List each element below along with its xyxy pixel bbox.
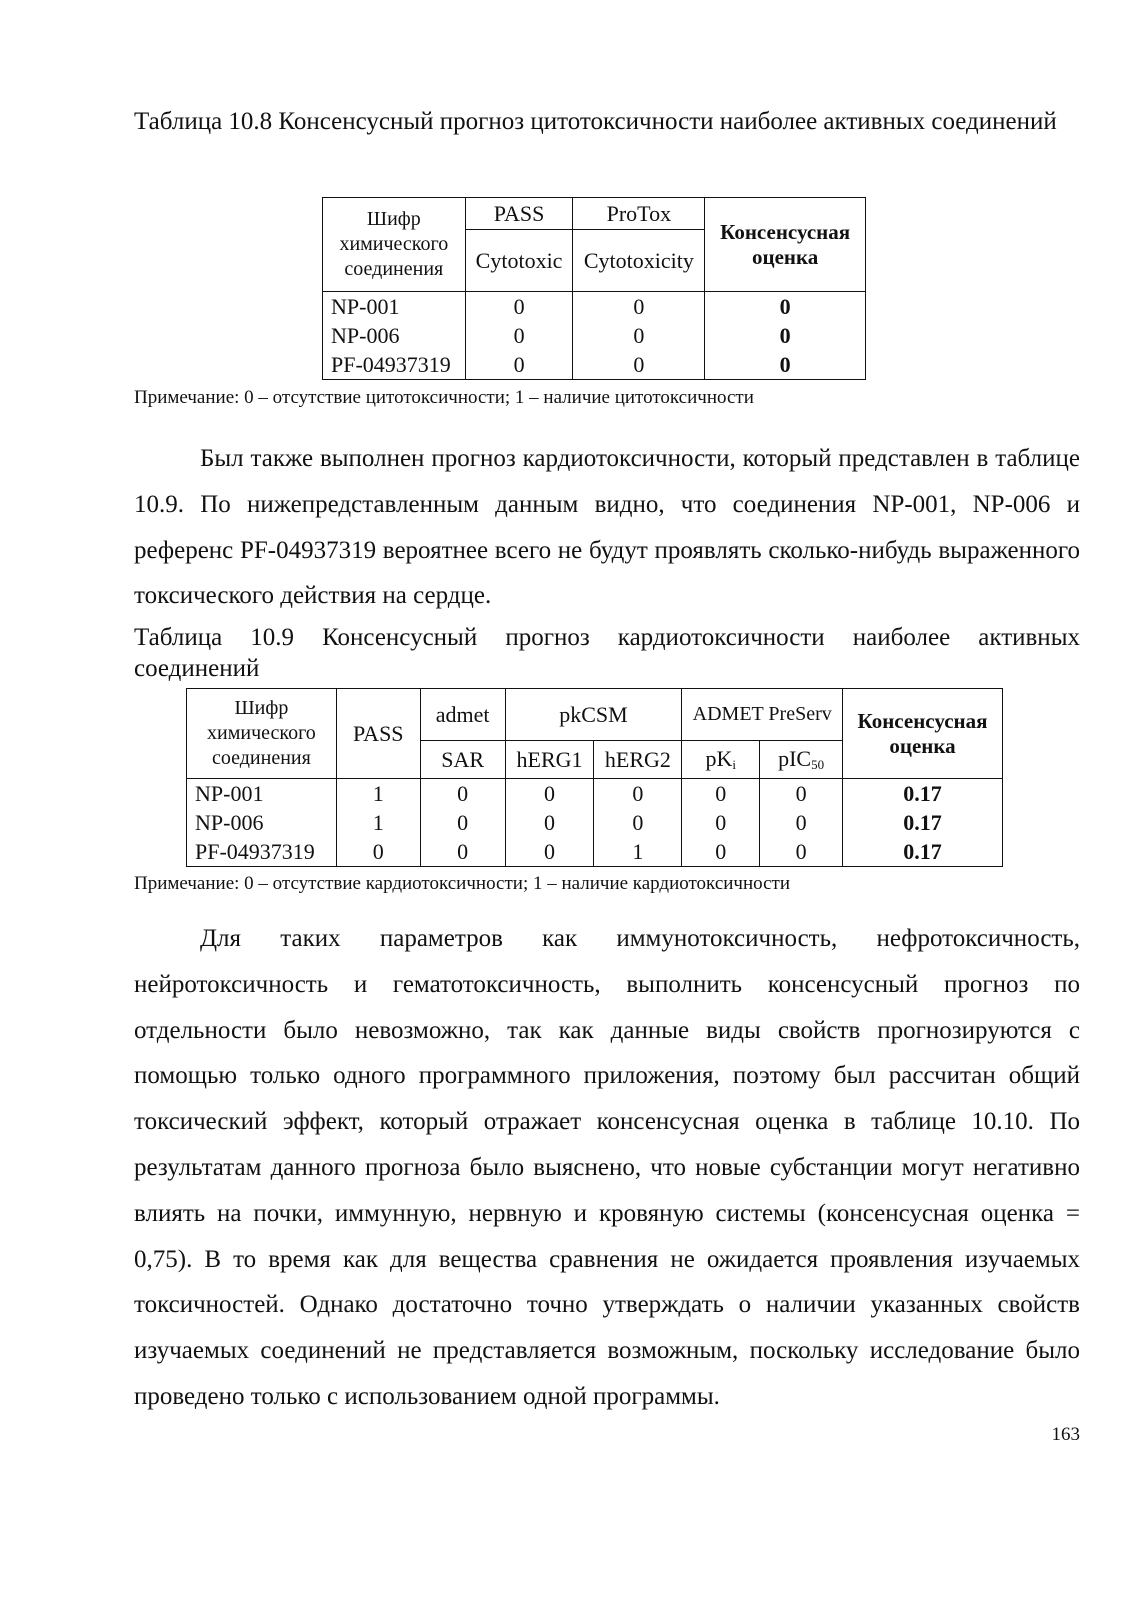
header-pass: PASS — [336, 689, 420, 779]
sar-value: 0 — [420, 808, 505, 837]
pki-value: 0 — [682, 808, 760, 837]
compound-name: PF-04937319 — [187, 837, 337, 867]
table-row — [323, 292, 866, 322]
pic50-value: 0 — [760, 808, 843, 837]
cytotoxicity-table — [322, 197, 866, 380]
consensus-value: 0 — [705, 350, 866, 380]
header-herg2: hERG2 — [594, 741, 682, 779]
herg1-value: 0 — [505, 808, 594, 837]
table-caption-10-9: Таблица 10.9 Консенсусный прогноз кардиотоксичности наиболее активных соединений — [134, 624, 1080, 682]
header-consensus: Консенсусная оценка — [843, 689, 1003, 779]
header-pki: $pK_i$ — [682, 741, 760, 779]
header-code: Шифр химического соединения — [187, 689, 337, 779]
page-number: 163 — [1051, 1424, 1080, 1445]
header-consensus: Консенсусная оценка — [705, 198, 866, 292]
herg2-value: 0 — [594, 808, 682, 837]
header-sar: SAR — [420, 741, 505, 779]
protox-value: 0 — [573, 292, 705, 322]
header-pic50: pIC$_{50}$ — [760, 741, 843, 779]
body-paragraph-2: Для таких параметров как иммунотоксичность, нефротоксичность, нейротоксичность и гематотоксичность, выполнить консенсусный прогноз по отдельности было невозможно, так как данные виды свойств прогнозируются с помощью только одного программного приложения, поэтому был рассчитан общий токсический эффект, который отражает консенсусная оценка в таблице 10.10. По результатам данного прогноза было выяснено, что новые субстанции могут негативно влиять на почки, иммунную, нервную и кровяную системы (консенсусная оценка = 0,75). В то время как для вещества сравнения не ожидается проявления изучаемых токсичностей. Однако достаточно точно утверждать о наличии указанных свойств изучаемых соединений не представляется возможным, поскольку исследование было проведено только с использованием одной программы. — [134, 925, 1080, 1410]
consensus-value: 0 — [705, 292, 866, 322]
table-row — [323, 350, 866, 380]
header-pkcsm: pkCSM — [505, 689, 682, 741]
pass-value: 1 — [336, 808, 420, 837]
consensus-value: 0 — [705, 321, 866, 350]
consensus-value: 0.17 — [843, 779, 1003, 809]
pki-value: 0 — [682, 837, 760, 867]
header-admet: admet — [420, 689, 505, 741]
header-code: Шифр химического соединения — [323, 198, 466, 292]
herg2-value: 1 — [594, 837, 682, 867]
compound-name: PF-04937319 — [323, 350, 466, 380]
table-note-10-9: Примечание: 0 – отсутствие кардиотоксичности; 1 – наличие кардиотоксичности — [134, 873, 791, 894]
header-cytotoxicity: Cytotoxicity — [573, 230, 705, 292]
herg1-value: 0 — [505, 779, 594, 809]
table-row — [187, 779, 1003, 809]
sar-value: 0 — [420, 779, 505, 809]
herg2-value: 0 — [594, 779, 682, 809]
header-cytotoxic: Cytotoxic — [465, 230, 573, 292]
table-row — [323, 321, 866, 350]
header-protox: ProTox — [573, 198, 705, 230]
table-row — [187, 837, 1003, 867]
protox-value: 0 — [573, 350, 705, 380]
sar-value: 0 — [420, 837, 505, 867]
compound-name: NP-006 — [323, 321, 466, 350]
pass-value: 0 — [465, 321, 573, 350]
pass-value: 0 — [465, 292, 573, 322]
consensus-value: 0.17 — [843, 808, 1003, 837]
table-note-10-8: Примечание: 0 – отсутствие цитотоксичности; 1 – наличие цитотоксичности — [134, 387, 754, 408]
pass-value: 0 — [336, 837, 420, 867]
body-paragraph-1: Был также выполнен прогноз кардиотоксичности, который представлен в таблице 10.9. По нижепредставленным данным видно, что соединения NP-001, NP-006 и референс PF-04937319 вероятнее всего не будут проявлять сколько-нибудь выраженного токсического действия на сердце. — [134, 445, 1080, 610]
consensus-value: 0.17 — [843, 837, 1003, 867]
herg1-value: 0 — [505, 837, 594, 867]
protox-value: 0 — [573, 321, 705, 350]
cardiotoxicity-table — [186, 688, 1003, 867]
header-herg1: hERG1 — [505, 741, 594, 779]
compound-name: NP-006 — [187, 808, 337, 837]
pass-value: 1 — [336, 779, 420, 809]
pki-value: 0 — [682, 779, 760, 809]
header-pass: PASS — [465, 198, 573, 230]
compound-name: NP-001 — [187, 779, 337, 809]
pic50-value: 0 — [760, 837, 843, 867]
table-row — [187, 808, 1003, 837]
pass-value: 0 — [465, 350, 573, 380]
header-admet-preserv: ADMET PreServ — [682, 689, 843, 741]
table-caption-10-8: Таблица 10.8 Консенсусный прогноз цитотоксичности наиболее активных соединений — [134, 108, 1057, 135]
pic50-value: 0 — [760, 779, 843, 809]
compound-name: NP-001 — [323, 292, 466, 322]
